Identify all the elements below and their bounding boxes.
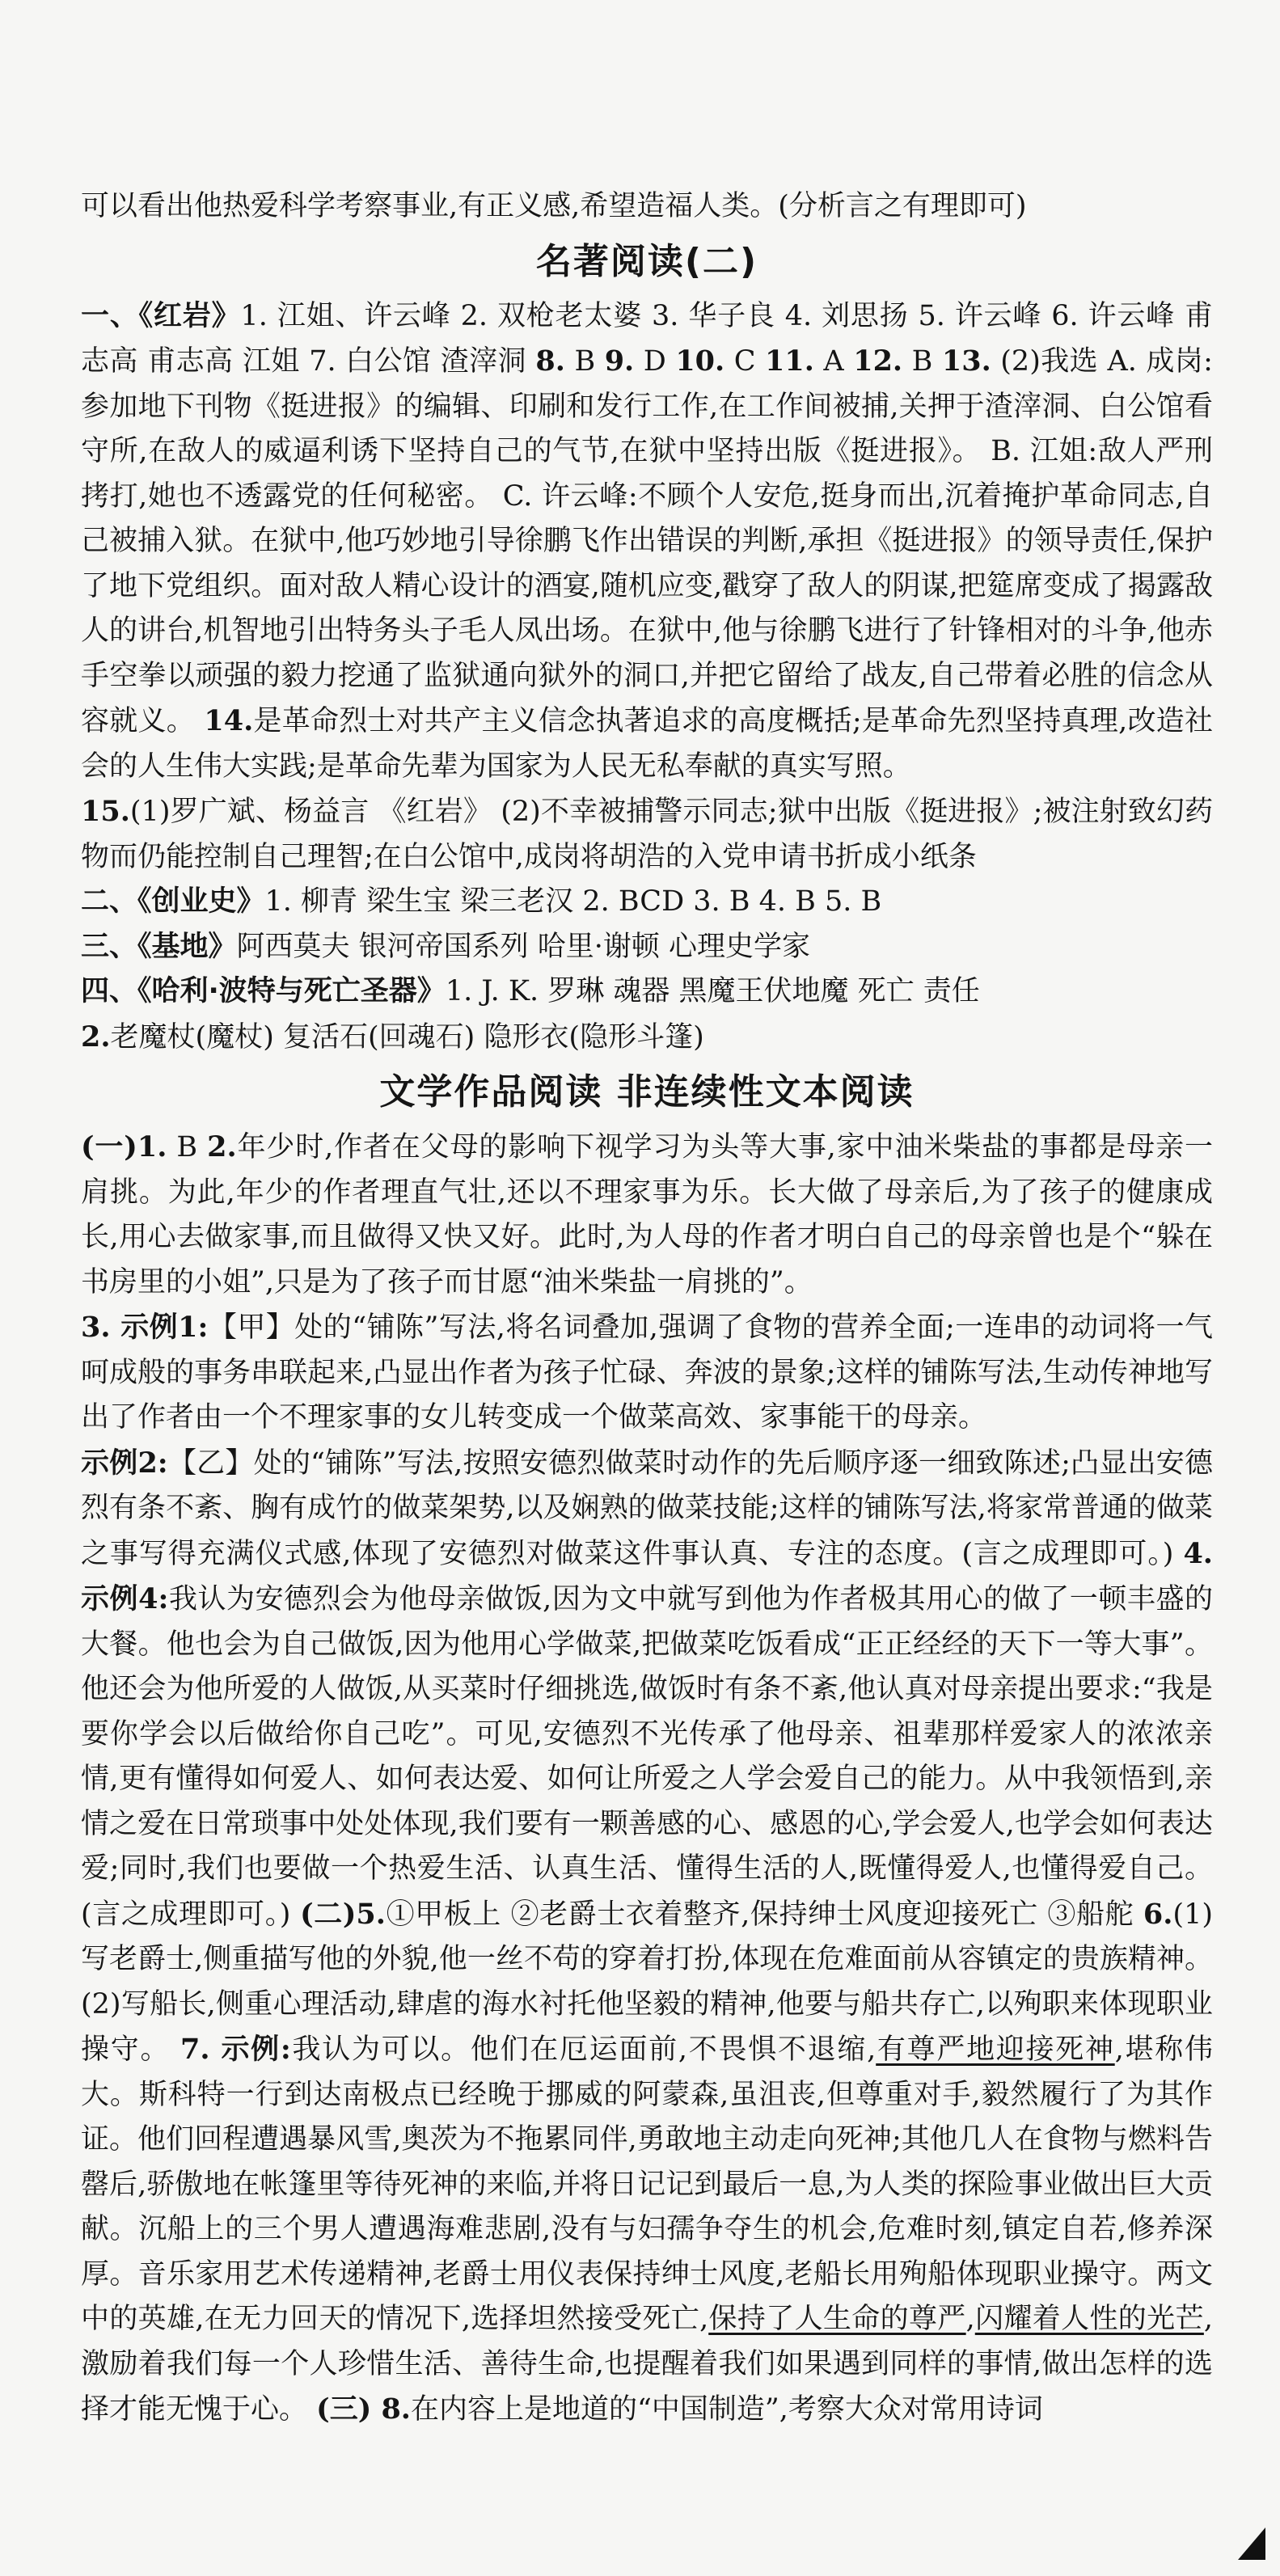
answer-chuangyeshi [81, 880, 1213, 925]
question-number: 9. [604, 344, 635, 378]
answer-text: , [965, 2303, 975, 2335]
question-number: 15. [81, 795, 130, 828]
answer-text: C [724, 345, 766, 378]
question-number: 3. 示例1: [81, 1311, 209, 1344]
answer-text: ①甲板上 ②老爵士衣着整齐,保持绅士风度迎接死亡 ③船舵 [385, 1898, 1143, 1931]
question-number: 8. [535, 344, 565, 378]
question-number: (一)1. [81, 1130, 167, 1163]
answer-text: (2)我选 A. 成岗:参加地下刊物《挺进报》的编辑、印刷和发行工作,在工作间被捕,关押于渣滓洞、白公馆看守所,在敌人的威逼利诱下坚持自己的气节,在狱中坚持出版《挺进报》。 B. 江姐:敌人严刑拷打,她也不透露党的任何秘密。 C. 许云峰:不顾个人安危,挺身而出,沉着掩护革命同志,自己被捕入狱。在狱中,他巧妙地引导徐鹏飞作出错误的判断,承担《挺进报》的领导责任,保护了地下党组织。面对敌人精心设计的酒宴,随机应变,戳穿了敌人的阴谋,把筵席变成了揭露敌人的讲台,机智地引出特务头子毛人凤出场。在狱中,他与徐鹏飞进行了针锋相对的斗争,他赤手空拳以顽强的毅力挖通了监狱通向狱外的洞口,并把它留给了战友,自己带着必胜的信念从容就义。 [81, 345, 1213, 737]
answer-text: 【甲】处的“铺陈”写法,将名词叠加,强调了食物的营养全面;一连串的动词将一气呵成般的事务串联起来,凸显出作者为孩子忙碌、奔波的景象;这样的铺陈写法,生动传神地写出了作者由一个不理家事的女儿转变成一个做菜高效、家事能干的母亲。 [81, 1311, 1213, 1434]
section-title-classics-reading: 名著阅读(二) [535, 240, 758, 282]
question-number: 2. [81, 1020, 111, 1054]
answer-text: (1)写老爵士,侧重描写他的外貌,他一丝不苟的穿着打扮,体现在危难面前从容镇定的贵族精神。 (2)写船长,侧重心理活动,肆虐的海水衬托他坚毅的精神,他要与船共存亡,以殉职来体现职业操守。 [81, 1898, 1213, 2066]
answer-hongyan [81, 294, 1213, 880]
answer-text: 年少时,作者在父母的影响下视学习为头等大事,家中油米柴盐的事都是母亲一肩挑。为此,年少的作者理直气壮,还以不理家事为乐。长大做了母亲后,为了孩子的健康成长,用心去做家事,而且做得又快又好。此时,为人母的作者才明白自己的母亲曾也是个“躲在书房里的小姐”,只是为了孩子而甘愿“油米柴盐一肩挑的”。 [81, 1131, 1213, 1299]
question-number: 示例2: [81, 1446, 168, 1480]
question-number: (三) 8. [316, 2392, 411, 2426]
question-number: 14. [204, 704, 254, 737]
answer-text: 在内容上是地道的“中国制造”,考察大众对常用诗词 [410, 2393, 1043, 2426]
corner-triangle-icon [1238, 2527, 1265, 2560]
answer-text: 老魔杖(魔杖) 复活石(回魂石) 隐形衣(隐形斗篷) [110, 1020, 704, 1054]
answer-text: B [564, 345, 605, 378]
section-label: 二、《创业史》 [81, 885, 265, 918]
answer-text: ,堪称伟大。斯科特一行到达南极点已经晚于挪威的阿蒙森,虽沮丧,但尊重对手,毅然履行了为其作证。他们回程遭遇暴风雪,奥茨为不拖累同伴,勇敢地主动走向死神;其他几人在食物与燃料告罄后,骄傲地在帐篷里等待死神的来临,并将日记记到最后一息,为人类的探险事业做出巨大贡献。沉船上的三个男人遭遇海难悲剧,没有与妇孺争夺生的机会,危难时刻,镇定自若,修养深厚。音乐家用艺术传递精神,老爵士用仪表保持绅士风度,老船长用殉船体现职业操守。两文中的英雄,在无力回天的情况下,选择坦然接受死亡, [81, 2033, 1213, 2335]
answer-literary [81, 1125, 1213, 2433]
question-number: 13. [941, 344, 991, 378]
section-label: 四、《哈利·波特与死亡圣器》 [81, 975, 446, 1007]
underlined-phrase: 闪耀着人性的光芒 [974, 2303, 1204, 2335]
answer-text: 1. J. K. 罗琳 魂器 黑魔王伏地魔 死亡 责任 [445, 975, 980, 1007]
question-number: 4. 示例4: [81, 1536, 1213, 1615]
question-number: (二)5. [300, 1897, 386, 1931]
answer-text: 我认为可以。他们在厄运面前,不畏惧不退缩, [290, 2033, 877, 2066]
answer-text: B [902, 345, 942, 378]
answer-page [81, 184, 1213, 2433]
question-number: 6. [1143, 1897, 1173, 1931]
answer-text: 是革命烈士对共产主义信念执著追求的高度概括;是革命先烈坚持真理,改造社会的人生伟大实践;是革命先辈为国家为人民无私奉献的真实写照。 [81, 705, 1213, 783]
section-label: 一、《红岩》 [81, 299, 241, 332]
answer-text: (1)罗广斌、杨益言 《红岩》 (2)不幸被捕警示同志;狱中出版《挺进报》;被注射致幻药物而仍能控制自己理智;在白公馆中,成岗将胡浩的入党申请书折成小纸条 [81, 796, 1213, 873]
answer-text: 我认为安德烈会为他母亲做饭,因为文中就写到他为作者极其用心的做了一顿丰盛的大餐。他也会为自己做饭,因为他用心学做菜,把做菜吃饭看成“正正经经的天下一等大事”。他还会为他所爱的人做饭,从买菜时仔细挑选,做饭时有条不紊,他认真对母亲提出要求:“我是要你学会以后做给你自己吃”。可见,安德烈不光传承了他母亲、祖辈那样爱家人的浓浓亲情,更有懂得如何爱人、如何表达爱、如何让所爱之人学会爱自己的能力。从中我领悟到,亲情之爱在日常琐事中处处体现,我们要有一颗善感的心、感恩的心,学会爱人,也学会如何表达爱;同时,我们也要做一个热爱生活、认真生活、懂得生活的人,既懂得爱人,也懂得爱自己。(言之成理即可。) [81, 1583, 1213, 1931]
question-number: 10. [675, 344, 725, 378]
answer-harry-potter [81, 969, 1213, 1060]
answer-jidi [81, 925, 1213, 970]
question-number: 11. [765, 344, 814, 378]
section-title-literary-reading: 文学作品阅读 非连续性文本阅读 [379, 1071, 915, 1113]
answer-text: 1. 柳青 梁生宝 梁三老汉 2. BCD 3. B 4. B 5. B [264, 885, 882, 918]
answer-text: ,激励着我们每一个人珍惜生活、善待生命,也提醒着我们如果遇到同样的事情,做出怎样的选择才能无愧于心。 [81, 2303, 1213, 2426]
underlined-phrase: 有尊严地迎接死神 [876, 2033, 1115, 2066]
intro-line: 可以看出他热爱科学考察事业,有正义感,希望造福人类。(分析言之有理即可) [81, 190, 1027, 222]
answer-text: 阿西莫夫 银河帝国系列 哈里·谢顿 心理史学家 [236, 930, 811, 963]
underlined-phrase: 保持了人生命的尊严 [708, 2303, 966, 2335]
question-number: 2. [207, 1130, 237, 1163]
answer-text: A [813, 345, 854, 378]
section-label: 三、《基地》 [81, 930, 237, 963]
answer-text: 【乙】处的“铺陈”写法,按照安德烈做菜时动作的先后顺序逐一细致陈述;凸显出安德烈有条不紊、胸有成竹的做菜架势,以及娴熟的做菜技能;这样的铺陈写法,将家常普通的做菜之事写得充满仪式感,体现了安德烈对做菜这件事认真、专注的态度。(言之成理即可。) [81, 1446, 1213, 1570]
answer-text: 1. 江姐、许云峰 2. 双枪老太婆 3. 华子良 4. 刘思扬 5. 许云峰 6. 许云峰 甫志高 甫志高 江姐 7. 白公馆 渣滓洞 [81, 299, 1213, 378]
question-number: 7. 示例: [180, 2033, 291, 2066]
answer-text: B [167, 1131, 208, 1163]
answer-text: D [634, 345, 676, 378]
question-number: 12. [853, 344, 903, 378]
